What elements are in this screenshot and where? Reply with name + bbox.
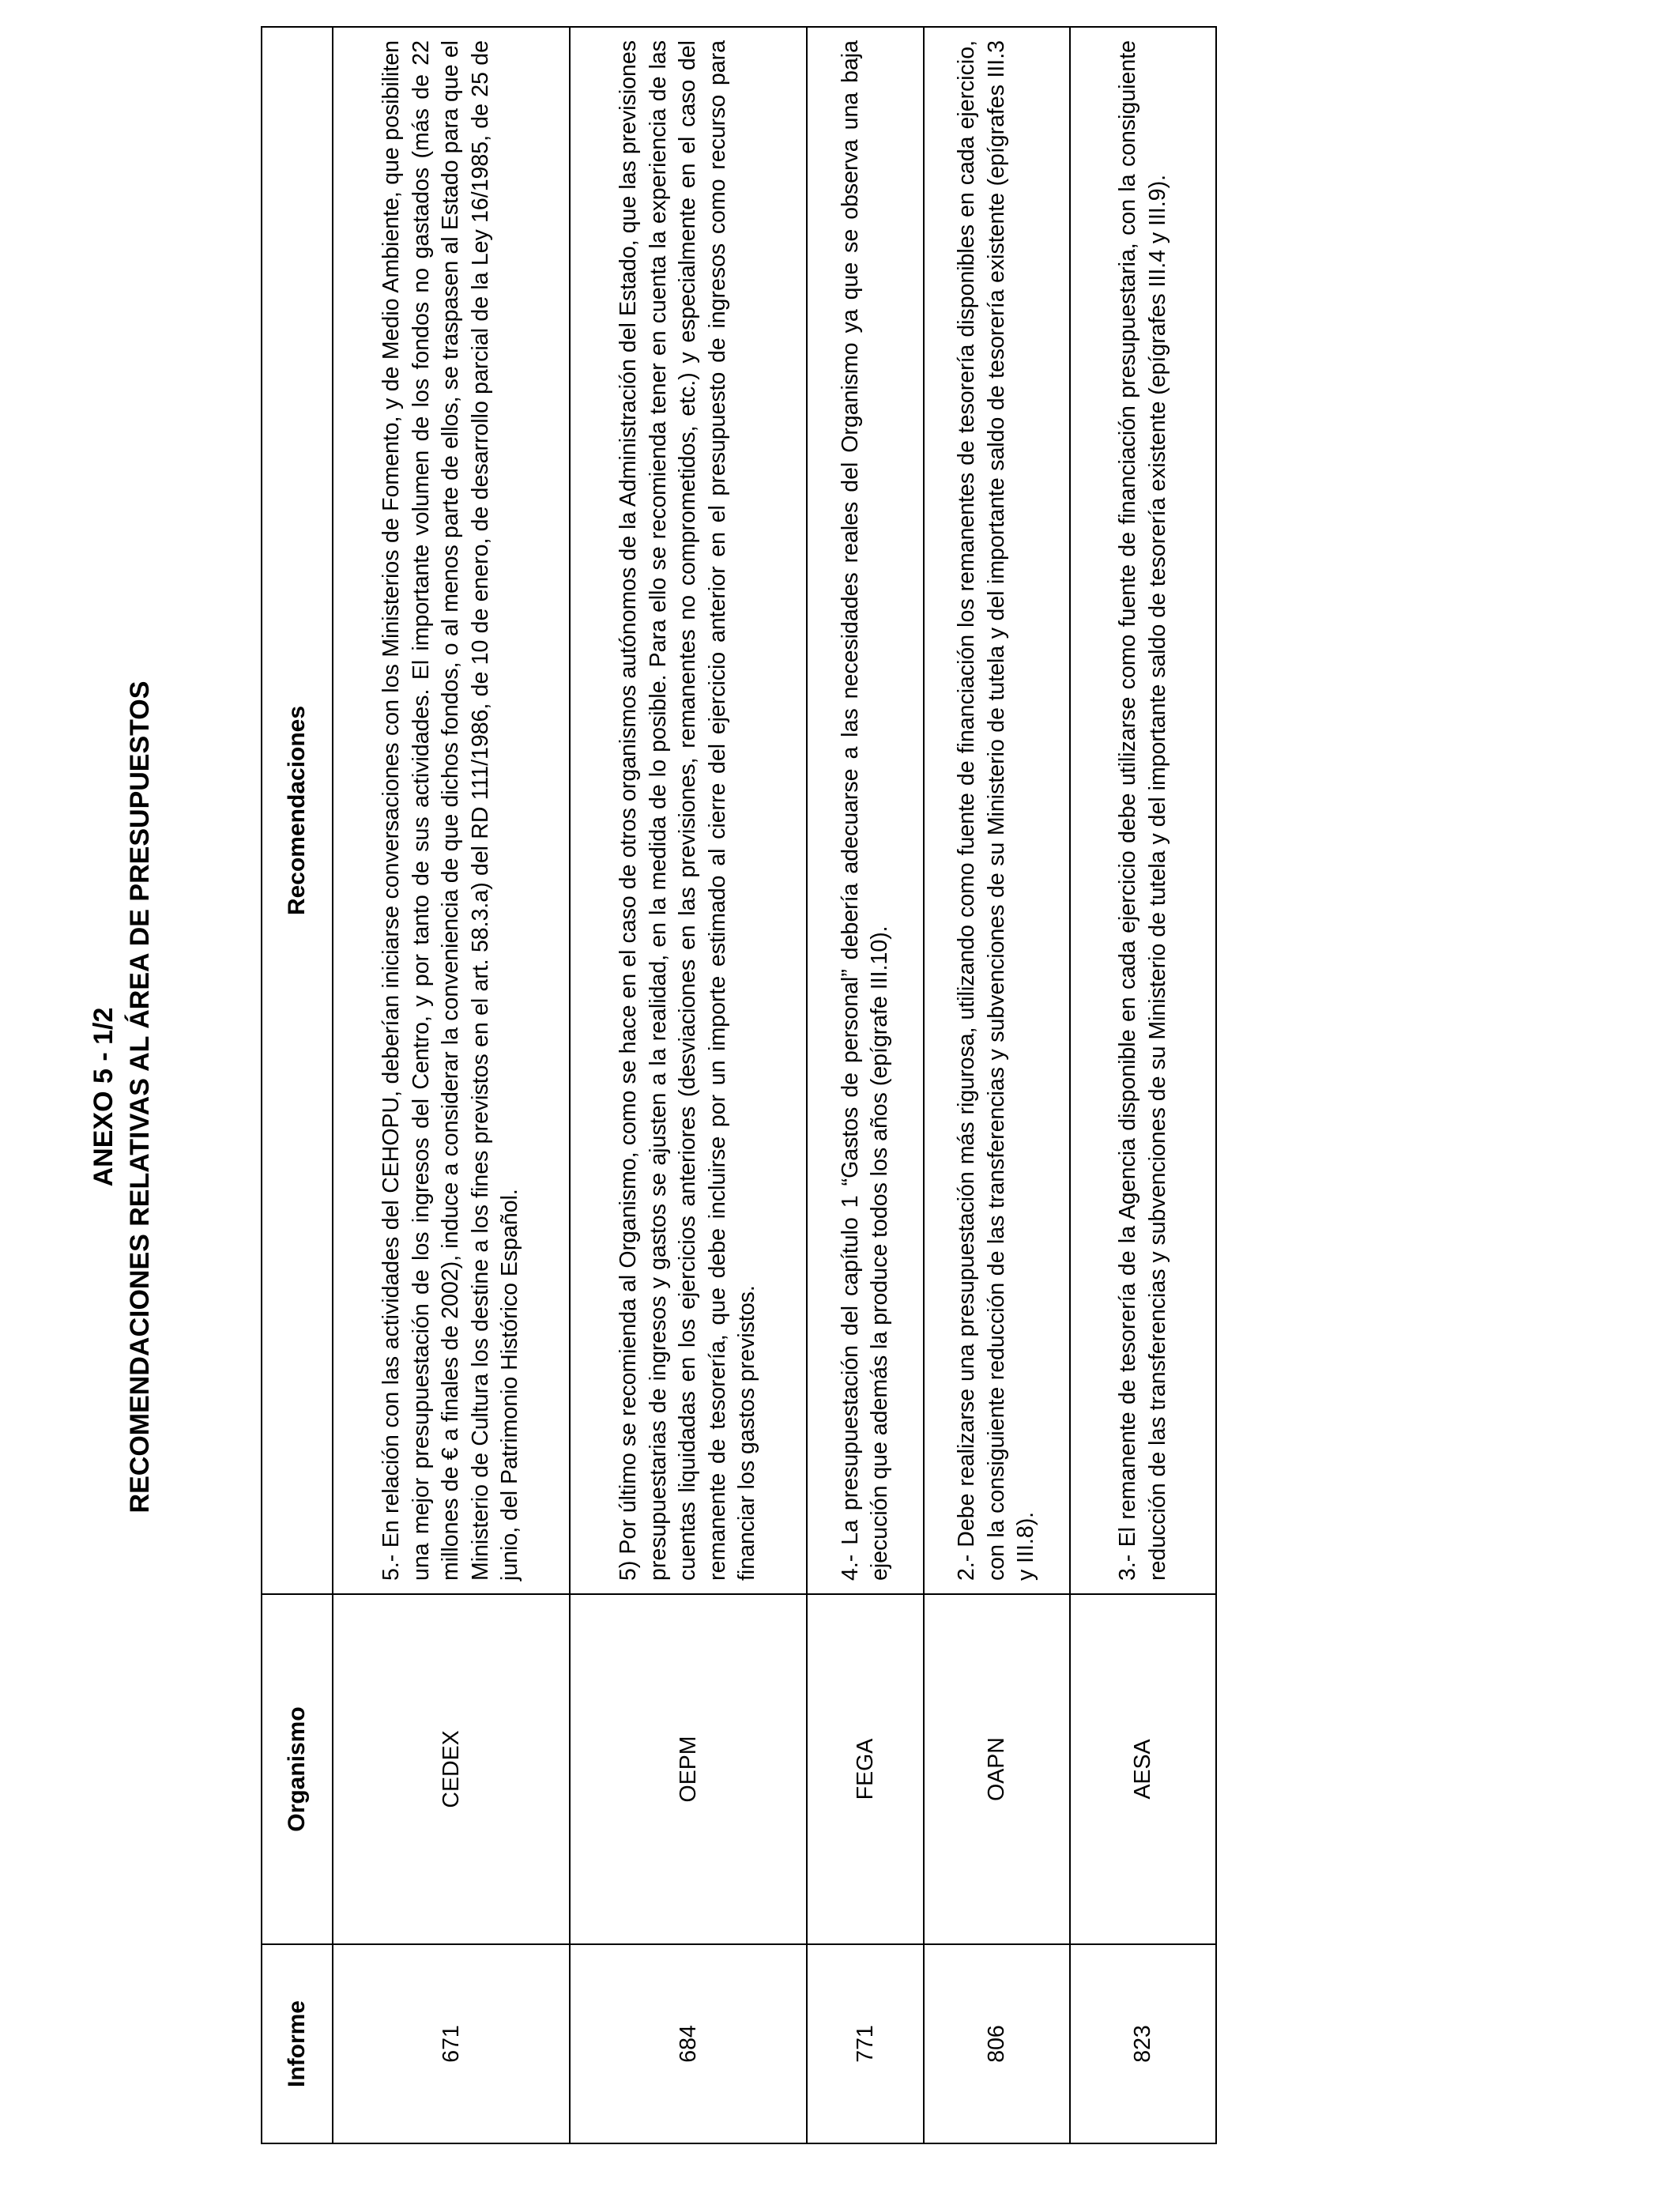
organismo-cell: OEPM	[570, 1594, 807, 1944]
organismo-cell: OAPN	[924, 1594, 1070, 1944]
organismo-cell: FEGA	[807, 1594, 924, 1944]
informe-cell: 771	[807, 1944, 924, 2143]
page-title: RECOMENDACIONES RELATIVAS AL ÁREA DE PRESUPUESTOS	[125, 680, 155, 1514]
organismo-cell: AESA	[1070, 1594, 1216, 1944]
table-row	[570, 27, 807, 2143]
table-row	[333, 27, 570, 2143]
table-row	[924, 27, 1070, 2143]
recomendacion-cell: 5.- En relación con las actividades del CEHOPU, deberían iniciarse conversaciones con los Ministerios de Fomento, y de Medio Ambiente, que posibiliten una mejor presupuestación de los ingresos del Centro, y por tanto de sus actividades. El importante volumen de los fondos no gastados (más de 22 millones de € a finales de 2002), induce a considerar la conveniencia de que dichos fondos, o al menos parte de ellos, se traspasen al Estado para que el Ministerio de Cultura los destine a los fines previstos en el art. 58.3.a) del RD 111/1986, de 10 de enero, de desarrollo parcial de la Ley 16/1985, de 25 de junio, del Patrimonio Histórico Español.	[333, 27, 570, 1594]
recomendacion-cell: 2.- Debe realizarse una presupuestación más rigurosa, utilizando como fuente de financiación los remanentes de tesorería disponibles en cada ejercicio, con la consiguiente reducción de las transferencias y subvenciones de su Ministerio de tutela y del importante saldo de tesorería existente (epígrafes III.3 y III.8).	[924, 27, 1070, 1594]
annex-number: ANEXO 5 - 1/2	[89, 1007, 119, 1187]
table-header-row	[262, 27, 333, 2143]
informe-cell: 684	[570, 1944, 807, 2143]
table-row	[1070, 27, 1216, 2143]
recommendations-table	[261, 26, 1217, 2144]
column-header-organismo: Organismo	[262, 1594, 333, 1944]
recomendacion-cell: 3.- El remanente de tesorería de la Agencia disponible en cada ejercicio debe utilizarse como fuente de financiación presupuestaria, con la consiguiente reducción de las transferencias y subvenciones de su Ministerio de tutela y del importante saldo de tesorería existente (epígrafes III.4 y III.9).	[1070, 27, 1216, 1594]
column-header-recomendaciones: Recomendaciones	[262, 27, 333, 1594]
table-row	[807, 27, 924, 2143]
informe-cell: 806	[924, 1944, 1070, 2143]
organismo-cell: CEDEX	[333, 1594, 570, 1944]
recomendacion-cell: 4.- La presupuestación del capítulo 1 “Gastos de personal” debería adecuarse a las necesidades reales del Organismo ya que se observa una baja ejecución que además la produce todos los años (epígrafe III.10).	[807, 27, 924, 1594]
informe-cell: 823	[1070, 1944, 1216, 2143]
column-header-informe: Informe	[262, 1944, 333, 2143]
informe-cell: 671	[333, 1944, 570, 2143]
recomendacion-cell: 5) Por último se recomienda al Organismo, como se hace en el caso de otros organismos autónomos de la Administración del Estado, que las previsiones presupuestarias de ingresos y gastos se ajusten a la realidad, en la medida de lo posible. Para ello se recomienda tener en cuenta la experiencia de las cuentas liquidadas en los ejercicios anteriores (desviaciones en las previsiones, remanentes no comprometidos, etc.) y especialmente en el caso del remanente de tesorería, que debe incluirse por un importe estimado al cierre del ejercicio anterior en el presupuesto de ingresos como recurso para financiar los gastos previstos.	[570, 27, 807, 1594]
